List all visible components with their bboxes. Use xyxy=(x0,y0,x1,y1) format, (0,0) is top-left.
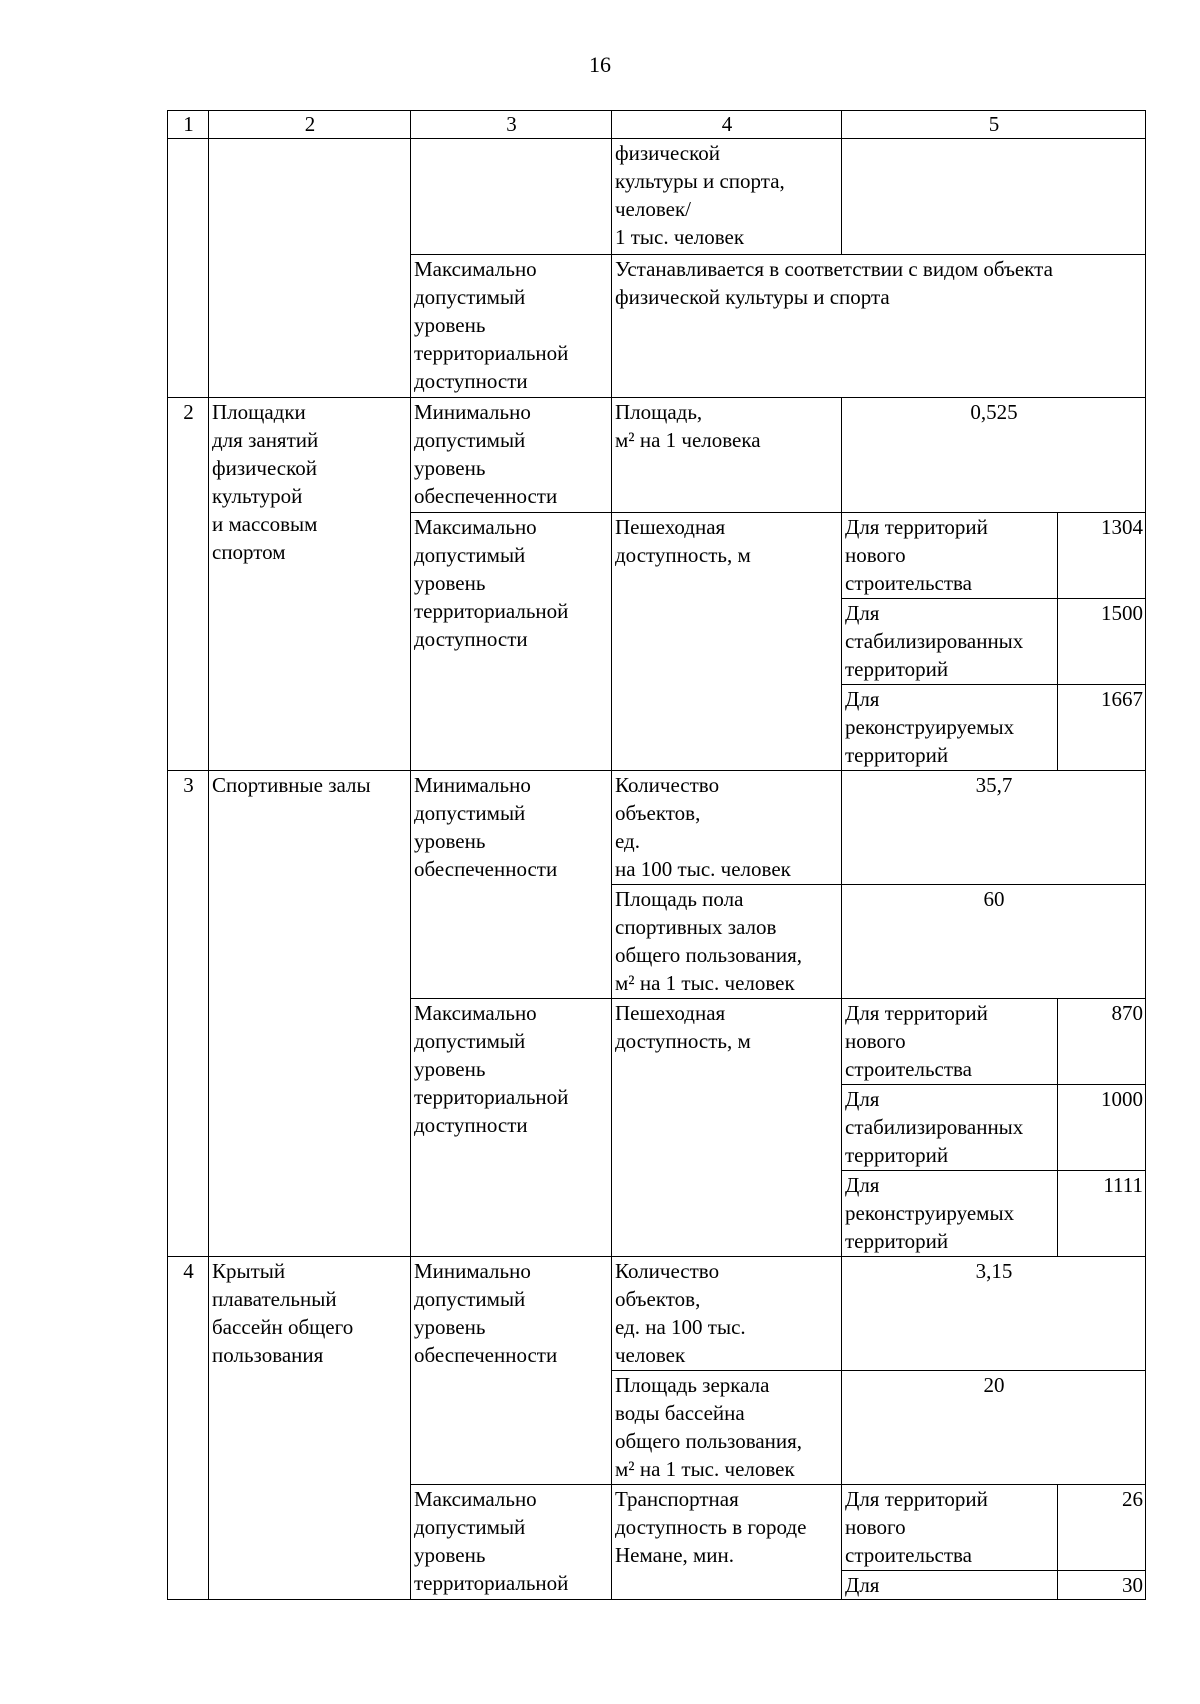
row-4-territory-next-value: 30 xyxy=(1058,1571,1146,1600)
header-col-4: 4 xyxy=(612,111,842,139)
row-2-num: 2 xyxy=(168,398,209,771)
row-4-num: 4 xyxy=(168,1257,209,1600)
row-4-count-indicator: Количество объектов, ед. на 100 тыс. человек xyxy=(612,1257,842,1371)
header-row xyxy=(168,111,1146,139)
row-2-territory-new-value: 1304 xyxy=(1058,513,1146,599)
table-row xyxy=(168,1257,1146,1371)
standards-table xyxy=(167,110,1146,1600)
row-3-name: Спортивные залы xyxy=(209,771,411,1257)
table-row xyxy=(168,139,1146,255)
row-3-count-indicator: Количество объектов, ед. на 100 тыс. человек xyxy=(612,771,842,885)
row-4-access-label: Максимально допустимый уровень территориальной xyxy=(411,1485,612,1600)
row-3-walk-label: Пешеходная доступность, м xyxy=(612,999,842,1257)
cont-indicator: физической культуры и спорта, человек/ 1 тыс. человек xyxy=(612,139,842,255)
row-2-access-label: Максимально допустимый уровень территориальной доступности xyxy=(411,513,612,771)
table-row xyxy=(168,398,1146,513)
cont-num-cell xyxy=(168,139,209,398)
row-2-name: Площадки для занятий физической культурой и массовым спортом xyxy=(209,398,411,771)
row-2-territory-new: Для территорий нового строительства xyxy=(842,513,1058,599)
cont-access-text: Устанавливается в соответствии с видом объекта физической культуры и спорта xyxy=(612,255,1146,398)
row-4-territory-new: Для территорий нового строительства xyxy=(842,1485,1058,1571)
page-number: 16 xyxy=(589,52,611,77)
header-col-5: 5 xyxy=(842,111,1146,139)
row-2-territory-rec-value: 1667 xyxy=(1058,685,1146,771)
row-3-territory-rec-value: 1111 xyxy=(1058,1171,1146,1257)
row-4-water-value: 20 xyxy=(842,1371,1146,1485)
row-2-area-value: 0,525 xyxy=(842,398,1146,513)
row-3-min-label: Минимально допустимый уровень обеспеченности xyxy=(411,771,612,999)
row-4-transport-label: Транспортная доступность в городе Немане, мин. xyxy=(612,1485,842,1600)
row-4-territory-next: Для xyxy=(842,1571,1058,1600)
header-col-3: 3 xyxy=(411,111,612,139)
row-3-territory-new: Для территорий нового строительства xyxy=(842,999,1058,1085)
row-3-territory-rec: Для реконструируемых территорий xyxy=(842,1171,1058,1257)
row-3-floor-value: 60 xyxy=(842,885,1146,999)
row-3-territory-new-value: 870 xyxy=(1058,999,1146,1085)
row-2-walk-label: Пешеходная доступность, м xyxy=(612,513,842,771)
table-row xyxy=(168,771,1146,885)
row-2-territory-stab-value: 1500 xyxy=(1058,599,1146,685)
row-3-floor-indicator: Площадь пола спортивных залов общего пользования, м² на 1 тыс. человек xyxy=(612,885,842,999)
row-3-num: 3 xyxy=(168,771,209,1257)
row-4-water-indicator: Площадь зеркала воды бассейна общего пользования, м² на 1 тыс. человек xyxy=(612,1371,842,1485)
row-2-territory-stab: Для стабилизированных территорий xyxy=(842,599,1058,685)
row-3-access-label: Максимально допустимый уровень территориальной доступности xyxy=(411,999,612,1257)
row-4-name: Крытый плавательный бассейн общего пользования xyxy=(209,1257,411,1600)
row-2-min-label: Минимально допустимый уровень обеспеченности xyxy=(411,398,612,513)
header-col-2: 2 xyxy=(209,111,411,139)
cont-value-cell xyxy=(842,139,1146,255)
row-4-min-label: Минимально допустимый уровень обеспеченности xyxy=(411,1257,612,1485)
row-4-count-value: 3,15 xyxy=(842,1257,1146,1371)
row-3-territory-stab-value: 1000 xyxy=(1058,1085,1146,1171)
cont-access-label: Максимально допустимый уровень территориальной доступности xyxy=(411,255,612,398)
header-col-1: 1 xyxy=(168,111,209,139)
cont-level-cell xyxy=(411,139,612,255)
row-2-area-indicator: Площадь, м² на 1 человека xyxy=(612,398,842,513)
row-2-territory-rec: Для реконструируемых территорий xyxy=(842,685,1058,771)
row-4-territory-new-value: 26 xyxy=(1058,1485,1146,1571)
cont-name-cell xyxy=(209,139,411,398)
row-3-count-value: 35,7 xyxy=(842,771,1146,885)
row-3-territory-stab: Для стабилизированных территорий xyxy=(842,1085,1058,1171)
